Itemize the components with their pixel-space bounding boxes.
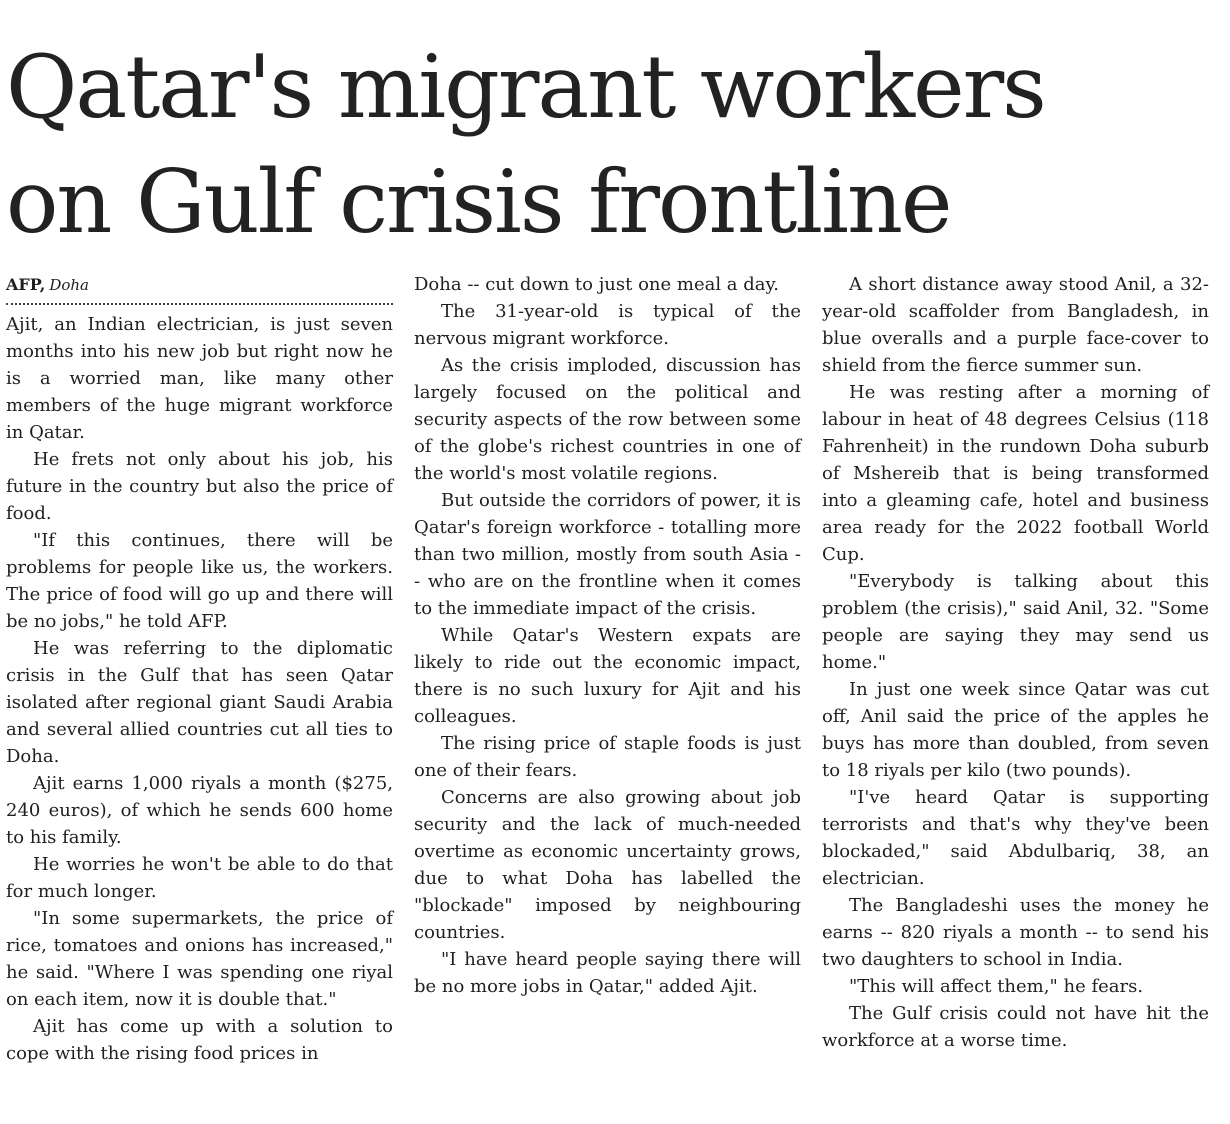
column-3 (822, 271, 1209, 1054)
paragraph: "If this continues, there will be problems for people like us, the workers. The price of food will go up and there will be no jobs," he told AFP. (6, 530, 393, 632)
paragraph: Ajit, an Indian electrician, is just seven months into his new job but right now he is a worried man, like many other members of the huge migrant workforce in Qatar. (6, 314, 393, 443)
paragraph: Ajit has come up with a solution to cope with the rising food prices in (6, 1016, 393, 1064)
paragraph: "I've heard Qatar is supporting terrorists and that's why they've been blockaded," said Abdulbariq, 38, an electrician. (822, 787, 1209, 889)
byline (6, 271, 393, 305)
headline (6, 30, 1221, 260)
paragraph: But outside the corridors of power, it is Qatar's foreign workforce - totalling more than two million, mostly from south Asia -- who are on the frontline when it comes to the immediate impact of the crisis. (414, 490, 801, 619)
paragraph: "In some supermarkets, the price of rice, tomatoes and onions has increased," he said. "Where I was spending one riyal on each item, now it is double that." (6, 908, 393, 1010)
paragraph: He was referring to the diplomatic crisis in the Gulf that has seen Qatar isolated after regional giant Saudi Arabia and several allied countries cut all ties to Doha. (6, 638, 393, 767)
paragraph: Concerns are also growing about job security and the lack of much-needed overtime as economic uncertainty grows, due to what Doha has labelled the "blockade" imposed by neighbouring countries. (414, 787, 801, 943)
paragraph: As the crisis imploded, discussion has largely focused on the political and security aspects of the row between some of the globe's richest countries in one of the world's most volatile regions. (414, 355, 801, 484)
column-1 (6, 271, 393, 1067)
paragraph: The 31-year-old is typical of the nervous migrant workforce. (414, 301, 801, 349)
headline-line-2: on Gulf crisis frontline (6, 151, 951, 253)
headline-line-1: Qatar's migrant workers (6, 36, 1045, 138)
paragraph: "This will affect them," he fears. (849, 976, 1144, 997)
paragraph: "I have heard people saying there will be no more jobs in Qatar," added Ajit. (414, 949, 801, 997)
byline-agency: AFP, (6, 275, 46, 294)
column-2 (414, 271, 801, 1000)
paragraph: "Everybody is talking about this problem (the crisis)," said Anil, 32. "Some people are saying they may send us home." (822, 571, 1209, 673)
paragraph: He frets not only about his job, his future in the country but also the price of food. (6, 449, 393, 524)
paragraph: A short distance away stood Anil, a 32-year-old scaffolder from Bangladesh, in blue overalls and a purple face-cover to shield from the fierce summer sun. (822, 274, 1209, 376)
byline-dateline: Doha (49, 276, 89, 294)
paragraph: The Gulf crisis could not have hit the workforce at a worse time. (822, 1003, 1209, 1051)
paragraph: He was resting after a morning of labour in heat of 48 degrees Celsius (118 Fahrenheit) in the rundown Doha suburb of Mshereib that is being transformed into a gleaming cafe, hotel and business area ready for the 2022 football World Cup. (822, 382, 1209, 565)
paragraph: Ajit earns 1,000 riyals a month ($275, 240 euros), of which he sends 600 home to his family. (6, 773, 393, 848)
paragraph: In just one week since Qatar was cut off, Anil said the price of the apples he buys has more than doubled, from seven to 18 riyals per kilo (two pounds). (822, 679, 1209, 781)
paragraph: The rising price of staple foods is just one of their fears. (414, 733, 801, 781)
paragraph: Doha -- cut down to just one meal a day. (414, 274, 780, 295)
paragraph: While Qatar's Western expats are likely to ride out the economic impact, there is no such luxury for Ajit and his colleagues. (414, 625, 801, 727)
paragraph: The Bangladeshi uses the money he earns -- 820 riyals a month -- to send his two daughters to school in India. (822, 895, 1209, 970)
paragraph: He worries he won't be able to do that for much longer. (6, 854, 393, 902)
